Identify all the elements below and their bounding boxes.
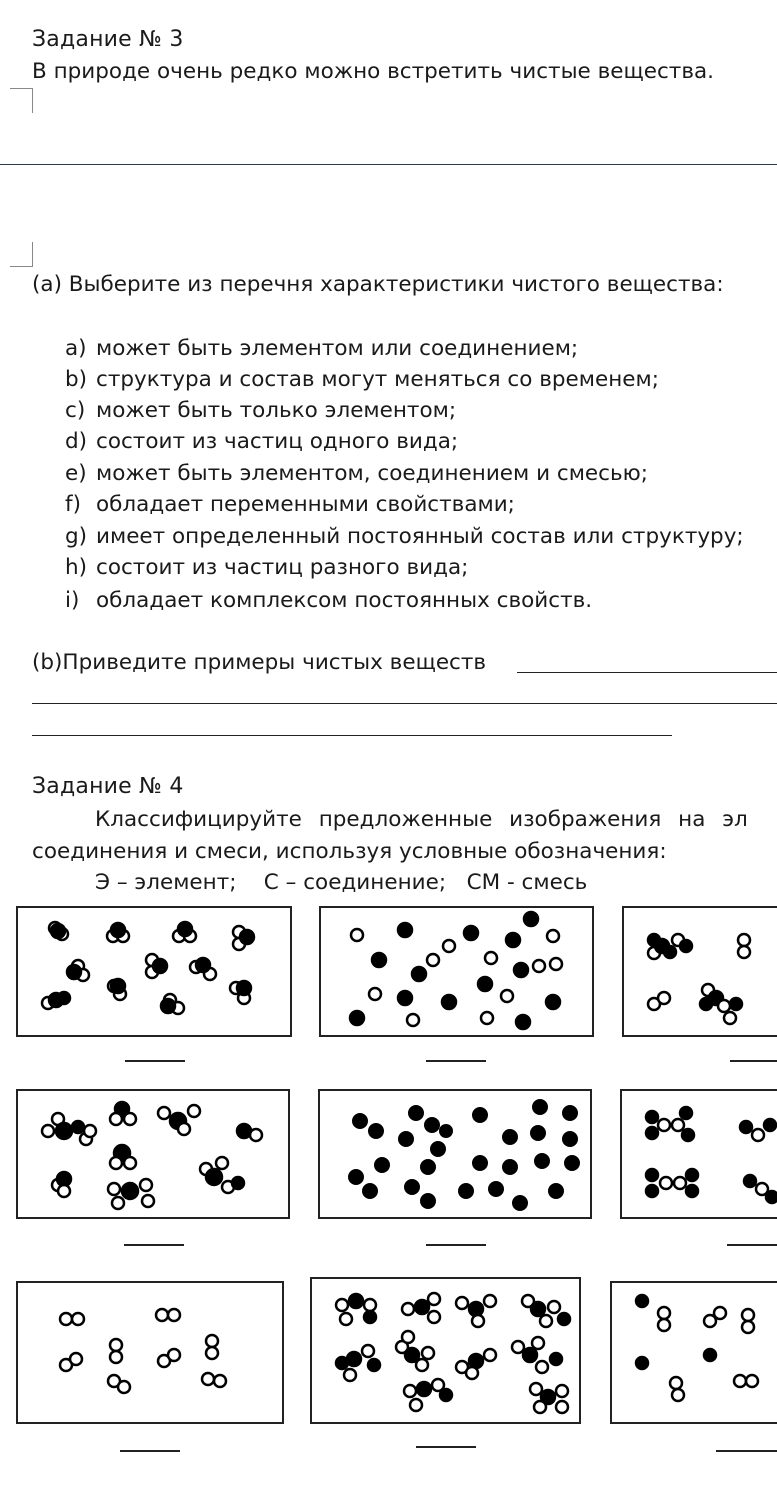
option-text: может быть элементом или соединением; bbox=[96, 336, 579, 361]
option-letter: i) bbox=[65, 588, 80, 613]
task4-heading: Задание № 4 bbox=[32, 774, 184, 799]
particles-single-element bbox=[320, 1091, 592, 1219]
particles-diatomic-element bbox=[18, 1283, 284, 1424]
answer-blank[interactable] bbox=[716, 1450, 777, 1452]
particle-picture-2 bbox=[319, 906, 594, 1037]
answer-blank[interactable] bbox=[426, 1244, 486, 1246]
option-text: обладает комплексом постоянных свойств. bbox=[96, 588, 593, 613]
answer-line[interactable] bbox=[32, 703, 777, 704]
part-a-question: (a) Выберите из перечня характеристики чистого вещества: bbox=[32, 272, 724, 297]
option-text: имеет определенный постоянный состав или структуру; bbox=[96, 524, 744, 549]
option-letter: a) bbox=[65, 336, 87, 361]
option-text: состоит из частиц одного вида; bbox=[96, 429, 459, 454]
particles-mixture-elements bbox=[321, 908, 594, 1037]
margin-corner-mark bbox=[10, 242, 33, 267]
particle-picture-4 bbox=[16, 1089, 290, 1219]
option-letter: d) bbox=[65, 429, 88, 454]
task3-heading: Задание № 3 bbox=[32, 27, 184, 52]
particles-compound-mixture bbox=[624, 908, 777, 1037]
option-text: может быть элементом, соединением и смесью; bbox=[96, 461, 648, 486]
task4-instruction: Классифицируйте предложенные изображения на эл bbox=[95, 807, 748, 832]
option-text: структура и состав могут меняться со временем; bbox=[96, 367, 659, 392]
answer-blank[interactable] bbox=[426, 1060, 486, 1062]
task4-legend: Э – элемент; С – соединение; СМ - смесь bbox=[95, 870, 588, 895]
particle-picture-8 bbox=[310, 1277, 581, 1424]
option-letter: g) bbox=[65, 524, 88, 549]
particles-diatomic-compound bbox=[18, 908, 292, 1037]
page-separator bbox=[0, 164, 777, 165]
particle-picture-9 bbox=[610, 1281, 777, 1424]
answer-blank[interactable] bbox=[124, 1244, 184, 1246]
option-letter: c) bbox=[65, 398, 86, 423]
particle-picture-6 bbox=[620, 1089, 777, 1219]
option-text: обладает переменными свойствами; bbox=[96, 492, 515, 517]
particles-compound bbox=[622, 1091, 777, 1219]
option-letter: e) bbox=[65, 461, 87, 486]
task4-instruction: соединения и смеси, используя условные обозначения: bbox=[32, 839, 667, 864]
particles-mixture-compounds bbox=[18, 1091, 290, 1219]
answer-blank[interactable] bbox=[120, 1450, 180, 1452]
answer-line[interactable] bbox=[32, 735, 672, 736]
option-letter: b) bbox=[65, 367, 88, 392]
particle-picture-3 bbox=[622, 906, 777, 1037]
particle-picture-5 bbox=[318, 1089, 592, 1219]
answer-blank[interactable] bbox=[416, 1446, 476, 1448]
particle-picture-7 bbox=[16, 1281, 284, 1424]
margin-corner-mark bbox=[10, 88, 33, 113]
particles-mixture bbox=[612, 1283, 777, 1424]
task3-intro: В природе очень редко можно встретить чистые вещества. bbox=[32, 59, 715, 84]
answer-line[interactable] bbox=[517, 672, 777, 673]
option-text: может быть только элементом; bbox=[96, 398, 457, 423]
answer-blank[interactable] bbox=[727, 1244, 777, 1246]
answer-blank[interactable] bbox=[125, 1060, 185, 1062]
particle-picture-1 bbox=[16, 906, 292, 1037]
part-b-question: (b)Приведите примеры чистых веществ bbox=[32, 650, 487, 675]
particles-compound-molecules bbox=[312, 1279, 581, 1424]
option-letter: h) bbox=[65, 555, 88, 580]
option-letter: f) bbox=[65, 492, 81, 517]
answer-blank[interactable] bbox=[730, 1060, 777, 1062]
option-text: состоит из частиц разного вида; bbox=[96, 555, 469, 580]
